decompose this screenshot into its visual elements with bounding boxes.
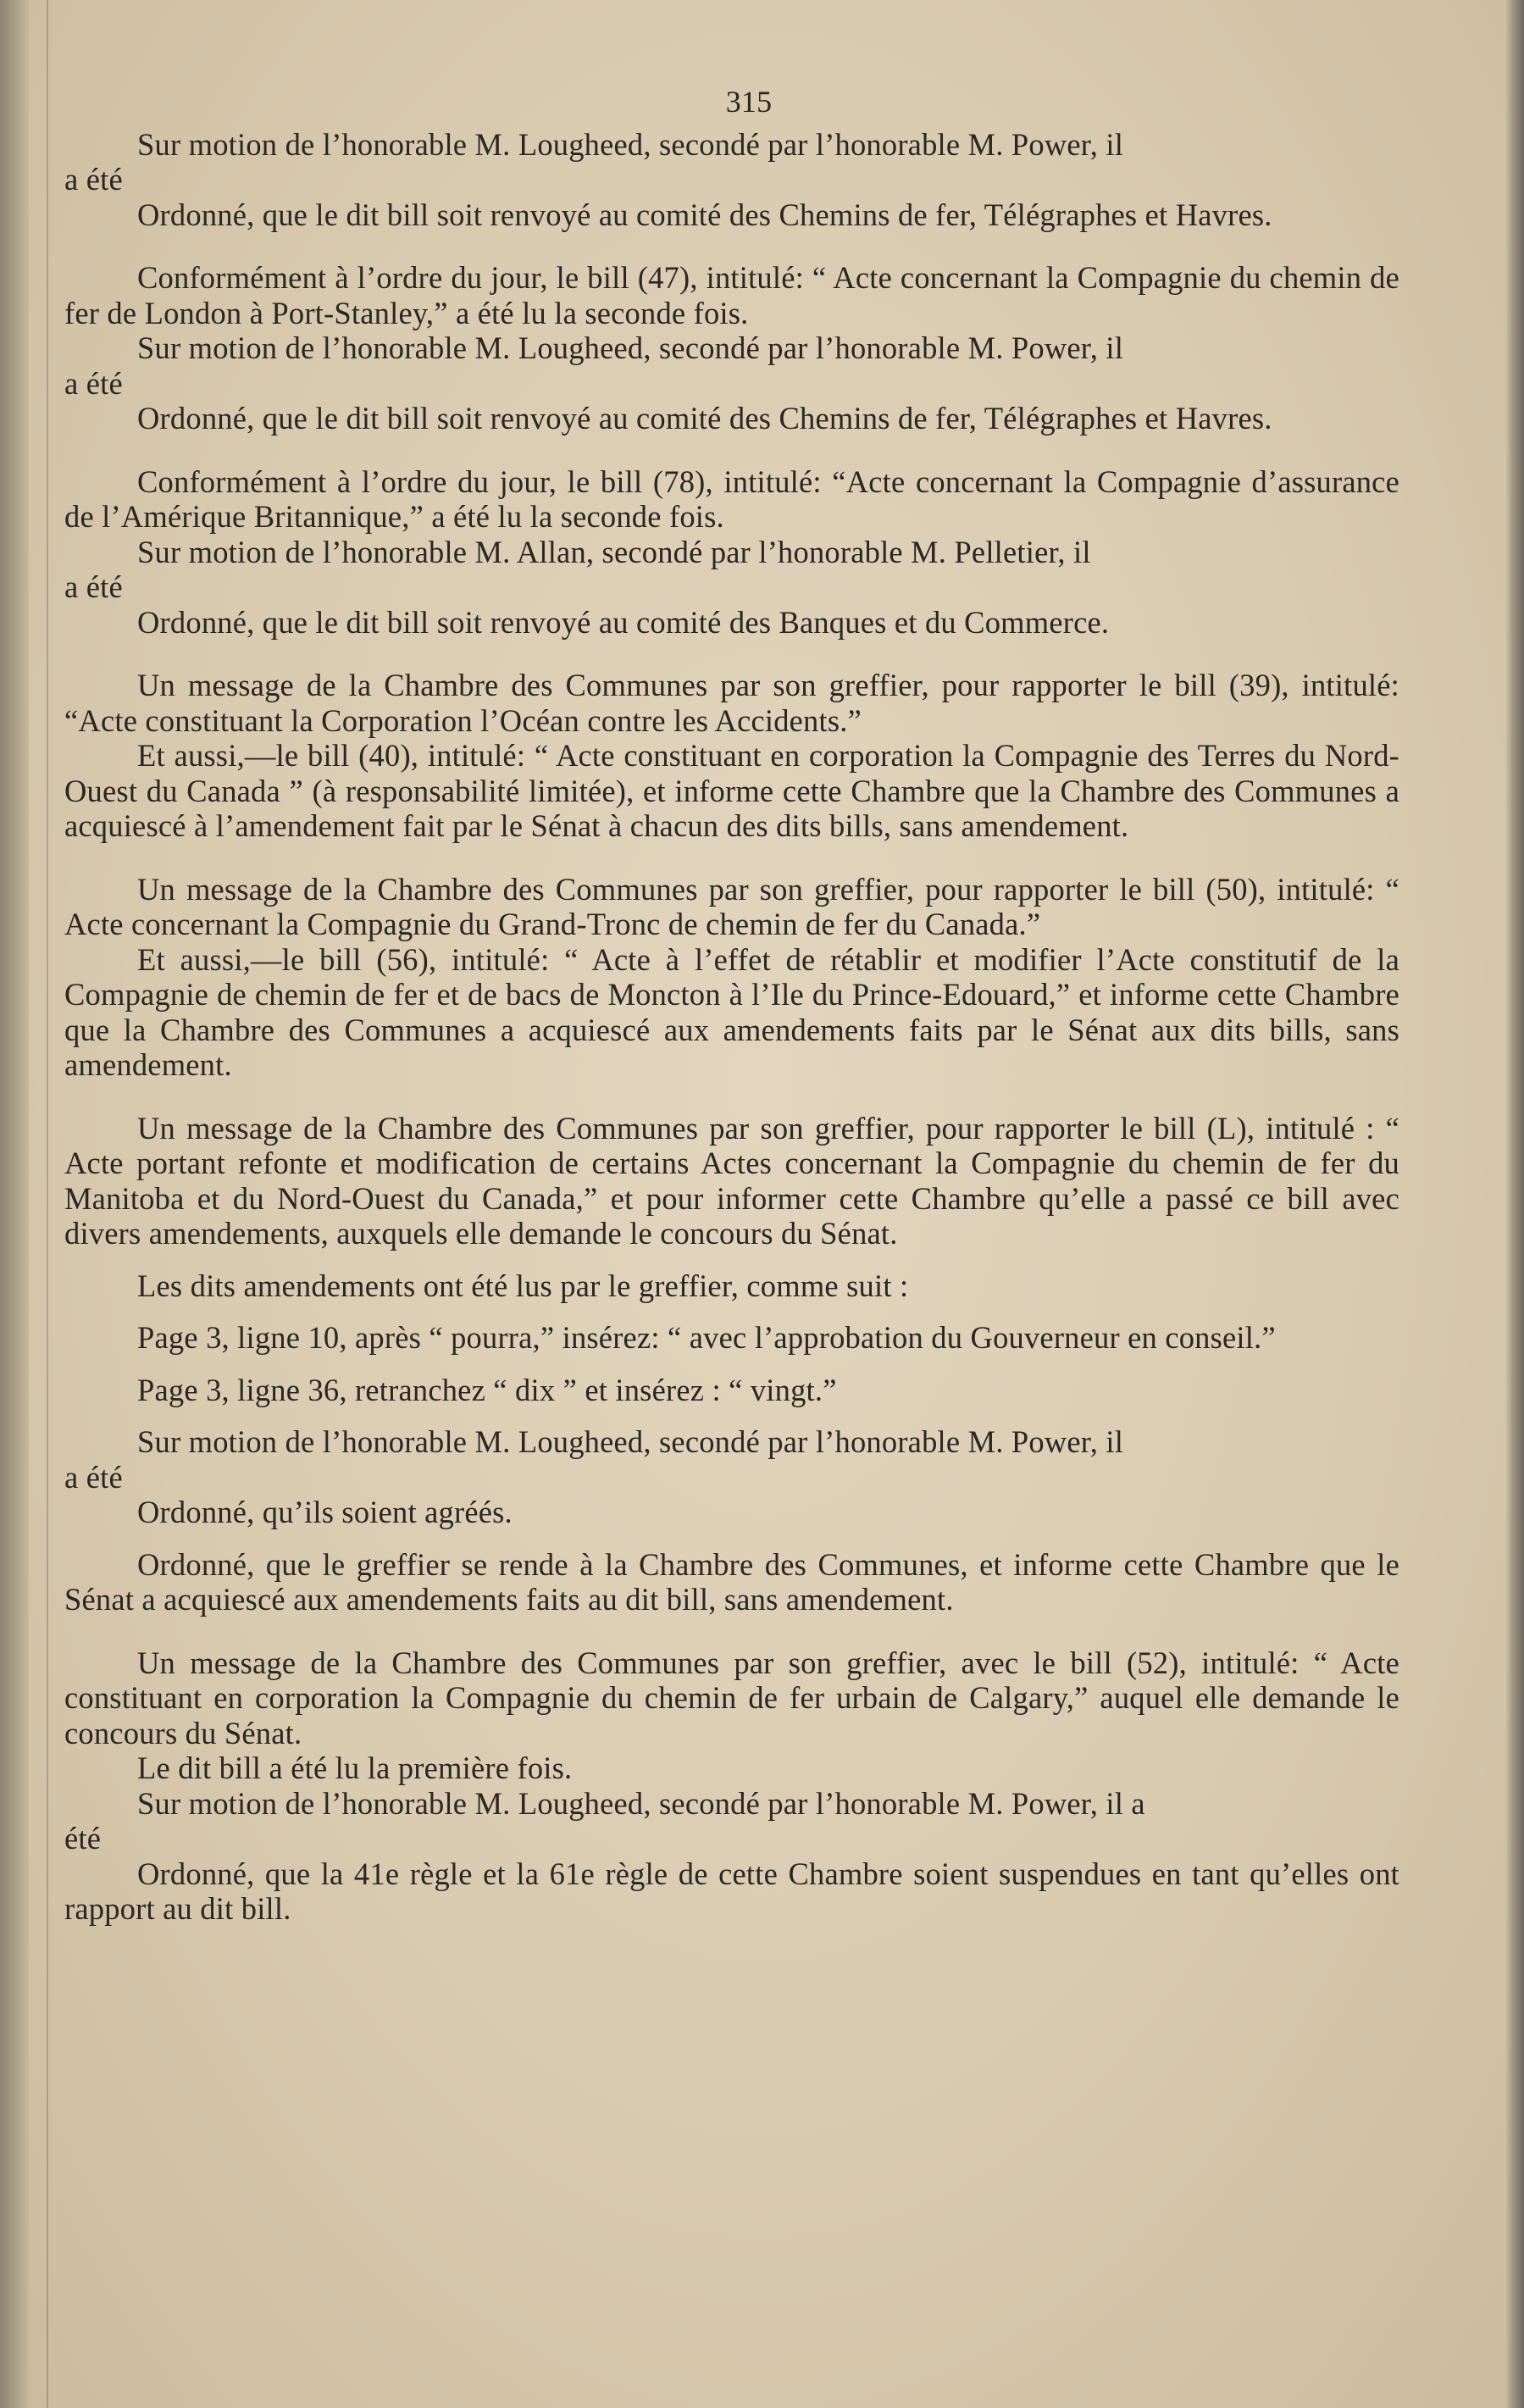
paragraph: Conformément à l’ordre du jour, le bill (78), intitulé: “Acte concernant la Compagnie d’assurance de l’Amérique Britannique,” a été lu la seconde fois. [64,463,1399,534]
paragraph: Ordonné, que le dit bill soit renvoyé au comité des Banques et du Commerce. [137,604,1110,640]
paragraph: Conformément à l’ordre du jour, le bill (47), intitulé: “ Acte concernant la Compagnie du chemin de fer de London à Port-Stanley,” a été lu la seconde fois. [64,260,1399,330]
page-number: 315 [725,85,773,119]
paragraph: a été [64,1459,123,1495]
page-left-edge [0,0,29,2408]
paragraph: Sur motion de l’honorable M. Lougheed, secondé par l’honorable M. Power, il [137,1424,1124,1459]
binding-line [47,0,48,2408]
paragraph: a été [64,365,123,401]
paragraph: Un message de la Chambre des Communes par son greffier, pour rapporter le bill (50), intitulé: “ Acte concernant la Compagnie du Grand-Tronc de chemin de fer du Canada.” [64,871,1399,941]
paragraph: Sur motion de l’honorable M. Lougheed, secondé par l’honorable M. Power, il [137,330,1124,365]
paragraph: Ordonné, que le dit bill soit renvoyé au comité des Chemins de fer, Télégraphes et Havres. [137,197,1272,232]
paragraph: Un message de la Chambre des Communes par son greffier, pour rapporter le bill (L), intitulé : “ Acte portant refonte et modification de certains Actes concernant la Compagnie du chemin de fer du Manitoba et du Nord-Ouest du Canada,” et pour informer cette Chambre qu’elle a passé ce bill avec divers amendements, auxquels elle demande le concours du Sénat. [64,1110,1399,1251]
paragraph: Page 3, ligne 36, retranchez “ dix ” et insérez : “ vingt.” [137,1372,837,1407]
paragraph: Le dit bill a été lu la première fois. [137,1751,573,1785]
paragraph: Sur motion de l’honorable M. Lougheed, secondé par l’honorable M. Power, il [137,126,1124,162]
paragraph: a été [64,569,123,604]
page-content [64,85,1399,1927]
paragraph: Sur motion de l’honorable M. Allan, secondé par l’honorable M. Pelletier, il [137,534,1091,569]
paragraph: Sur motion de l’honorable M. Lougheed, secondé par l’honorable M. Power, il a [137,1785,1145,1821]
paragraph: Ordonné, que la 41e règle et la 61e règle de cette Chambre soient suspendues en tant qu’elles ont rapport au dit bill. [64,1856,1399,1926]
paragraph: Un message de la Chambre des Communes par son greffier, avec le bill (52), intitulé: “ Acte constituant en corporation la Compagnie du chemin de fer urbain de Calgary,” auquel elle demande le concours du Sénat. [64,1645,1399,1751]
paragraph: Et aussi,—le bill (40), intitulé: “ Acte constituant en corporation la Compagnie des Terres du Nord-Ouest du Canada ” (à responsabilité limitée), et informe cette Chambre que la Chambre des Communes a acquiescé à l’amendement fait par le Sénat à chacun des dits bills, sans amendement. [64,738,1399,843]
page-right-edge [1505,0,1524,2408]
paragraph: a été [64,162,123,197]
paragraph: été [64,1821,102,1856]
paragraph: Et aussi,—le bill (56), intitulé: “ Acte à l’effet de rétablir et modifier l’Acte constitutif de la Compagnie de chemin de fer et de bacs de Moncton à l’Ile du Prince-Edouard,” et informe cette Chambre que la Chambre des Communes a acquiescé aux amendements faits par le Sénat aux dits bills, sans amendement. [64,941,1399,1082]
paragraph: Les dits amendements ont été lus par le greffier, comme suit : [137,1268,909,1303]
paragraph: Ordonné, qu’ils soient agréés. [137,1495,513,1529]
paragraph: Page 3, ligne 10, après “ pourra,” insérez: “ avec l’approbation du Gouverneur en conseil.” [137,1320,1276,1355]
paragraph: Ordonné, que le dit bill soit renvoyé au comité des Chemins de fer, Télégraphes et Havres. [137,401,1272,436]
paragraph: Ordonné, que le greffier se rende à la Chambre des Communes, et informe cette Chambre que le Sénat a acquiescé aux amendements faits au dit bill, sans amendement. [64,1546,1399,1617]
paragraph: Un message de la Chambre des Communes par son greffier, pour rapporter le bill (39), intitulé: “Acte constituant la Corporation l’Océan contre les Accidents.” [64,668,1399,738]
